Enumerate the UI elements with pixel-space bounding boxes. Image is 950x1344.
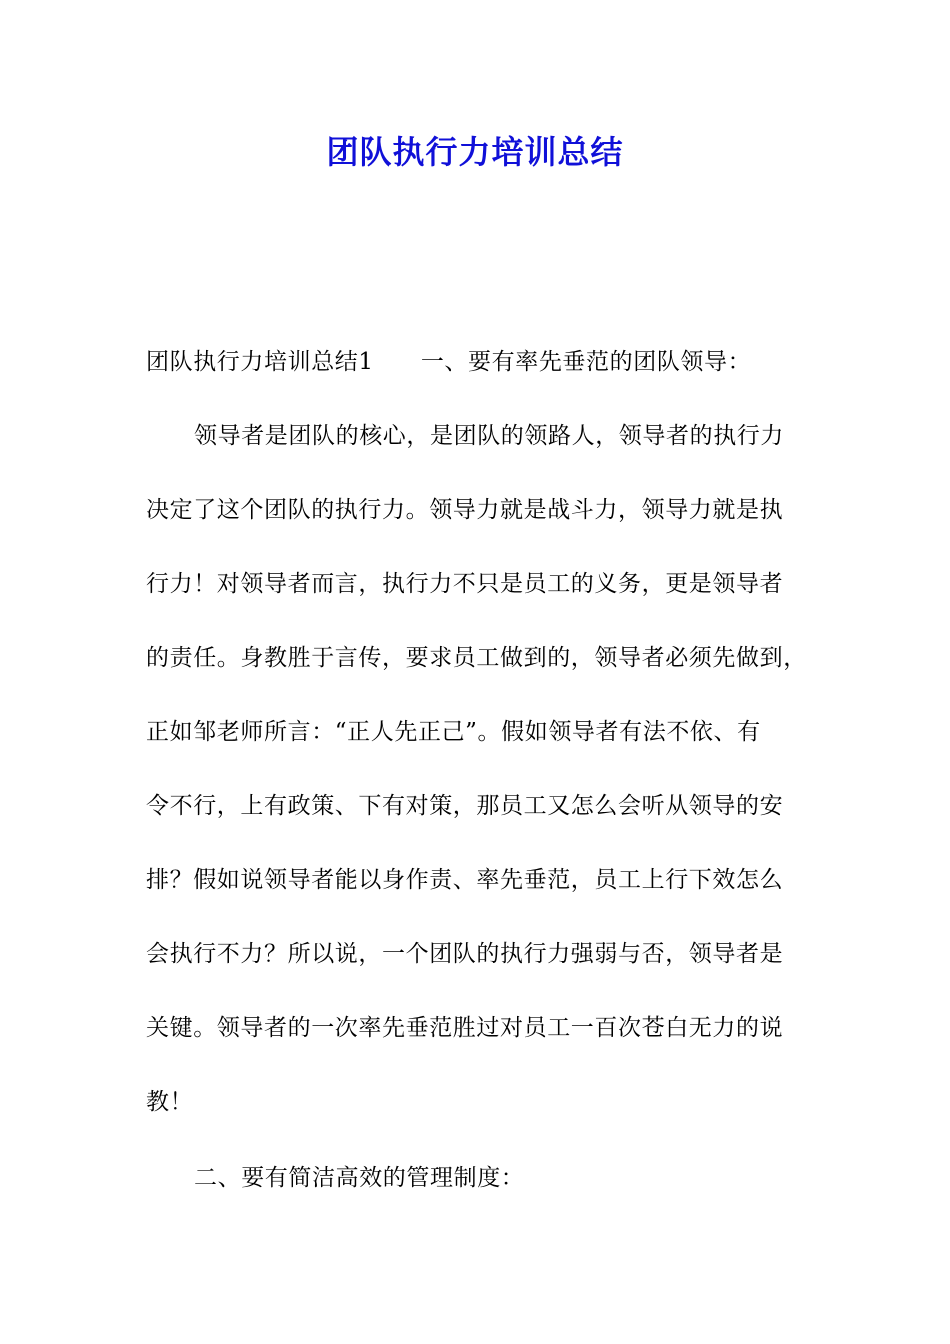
body-line: 排？假如说领导者能以身作责、率先垂范，员工上行下效怎么: [146, 867, 784, 893]
body-line-heading-1: 团队执行力培训总结1 一、要有率先垂范的团队领导：: [146, 349, 752, 375]
body-line: 关键。领导者的一次率先垂范胜过对员工一百次苍白无力的说: [146, 1015, 784, 1041]
body-line: 正如邹老师所言：“正人先正己”。假如领导者有法不依、有: [146, 719, 761, 745]
body-line-heading-2: 二、要有简洁高效的管理制度：: [194, 1165, 525, 1191]
body-line: 领导者是团队的核心，是团队的领路人，领导者的执行力: [194, 423, 784, 449]
body-line: 决定了这个团队的执行力。领导力就是战斗力，领导力就是执: [146, 497, 784, 523]
body-line: 的责任。身教胜于言传，要求员工做到的，领导者必须先做到，: [146, 645, 807, 671]
body-line: 会执行不力？所以说，一个团队的执行力强弱与否，领导者是: [146, 941, 784, 967]
body-line: 教！: [146, 1089, 194, 1115]
body-line: 行力！对领导者而言，执行力不只是员工的义务，更是领导者: [146, 571, 784, 597]
body-line: 令不行，上有政策、下有对策，那员工又怎么会听从领导的安: [146, 793, 784, 819]
document-title: 团队执行力培训总结: [326, 133, 624, 171]
